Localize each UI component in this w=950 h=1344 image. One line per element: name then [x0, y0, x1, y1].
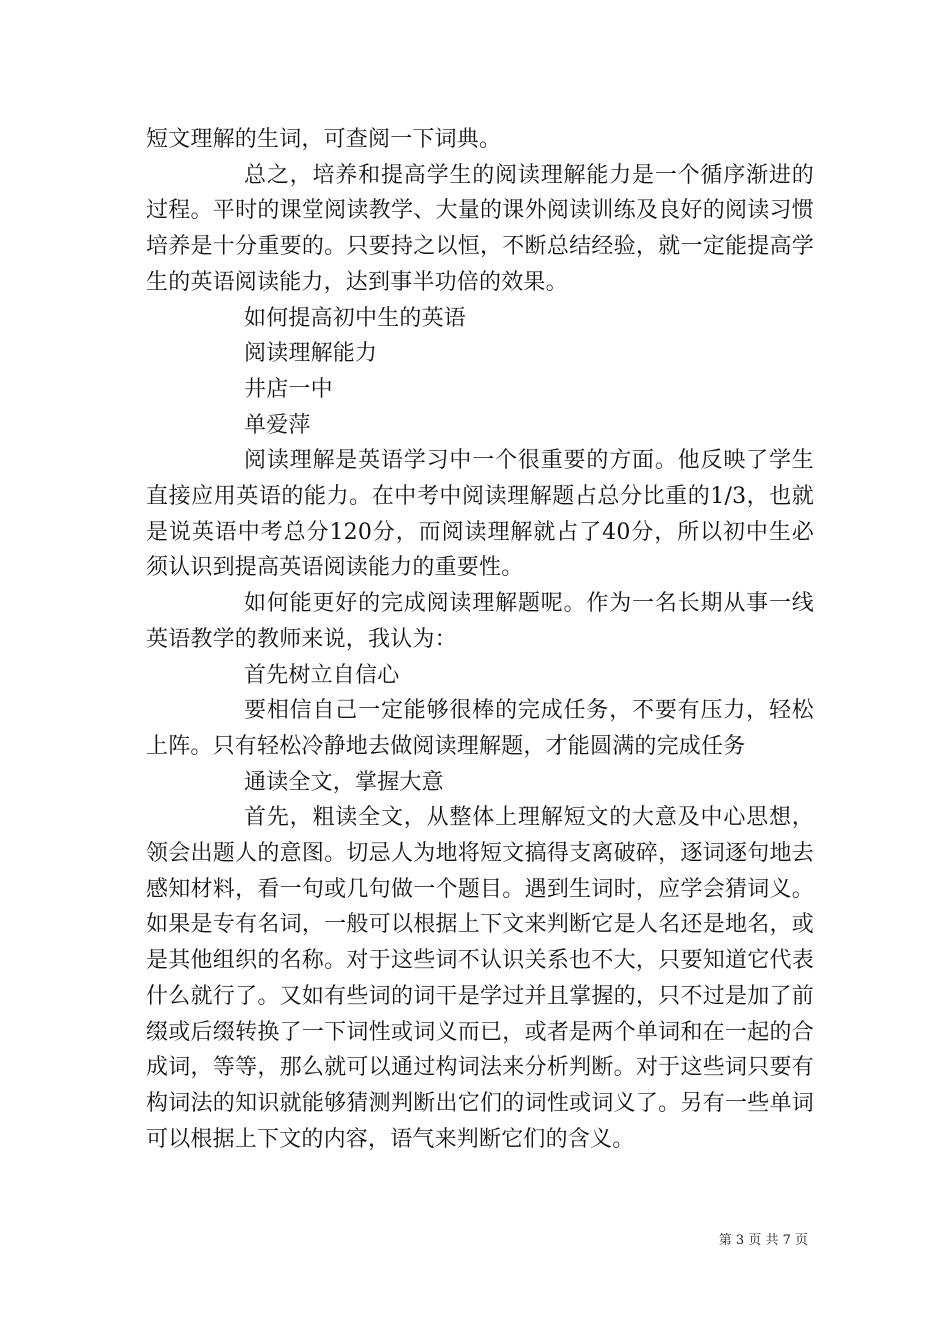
author-school: 井店一中	[244, 376, 333, 402]
article-title-line-2: 阅读理解能力	[244, 341, 378, 367]
document-body	[146, 122, 814, 1157]
paragraph-3: 阅读理解是英语学习中一个很重要的方面。他反映了学生直接应用英语的能力。在中考中阅读理解题占总分比重的1/3，也就是说英语中考总分120分，而阅读理解就占了40分，所以初中生必须认识到提高英语阅读能力的重要性。	[146, 448, 814, 581]
paragraph-6: 首先，粗读全文，从整体上理解短文的大意及中心思想，领会出题人的意图。切忌人为地将短文搞得支离破碎，逐词逐句地去感知材料，看一句或几句做一个题目。遇到生词时，应学会猜词义。如果是专有名词，一般可以根据上下文来判断它是人名还是地名，或是其他组织的名称。对于这些词不认识关系也不大，只要知道它代表什么就行了。又如有些词的词干是学过并且掌握的，只不过是加了前缀或后缀转换了一下词性或词义而已，或者是两个单词和在一起的合成词，等等，那么就可以通过构词法来分析判断。对于这些词只要有构词法的知识就能够猜测判断出它们的词性或词义了。另有一些单词可以根据上下文的内容，语气来判断它们的含义。	[146, 805, 814, 1152]
author-name: 单爱萍	[244, 412, 311, 438]
paragraph-5: 要相信自己一定能够很棒的完成任务，不要有压力，轻松上阵。只有轻松冷静地去做阅读理解题，才能圆满的完成任务	[146, 698, 814, 759]
article-title-line-1: 如何提高初中生的英语	[244, 305, 467, 331]
paragraph-1: 短文理解的生词，可查阅一下词典。	[146, 127, 502, 152]
paragraph-4: 如何能更好的完成阅读理解题呢。作为一名长期从事一线英语教学的教师来说，我认为：	[146, 591, 814, 652]
section-heading-confidence: 首先树立自信心	[244, 662, 400, 688]
section-heading-read-through: 通读全文，掌握大意	[244, 769, 444, 795]
page-number-footer: 第 3 页 共 7 页	[718, 1233, 808, 1248]
paragraph-2: 总之，培养和提高学生的阅读理解能力是一个循序渐进的过程。平时的课堂阅读教学、大量的课外阅读训练及良好的阅读习惯培养是十分重要的。只要持之以恒，不断总结经验，就一定能提高学生的英语阅读能力，达到事半功倍的效果。	[146, 162, 814, 295]
